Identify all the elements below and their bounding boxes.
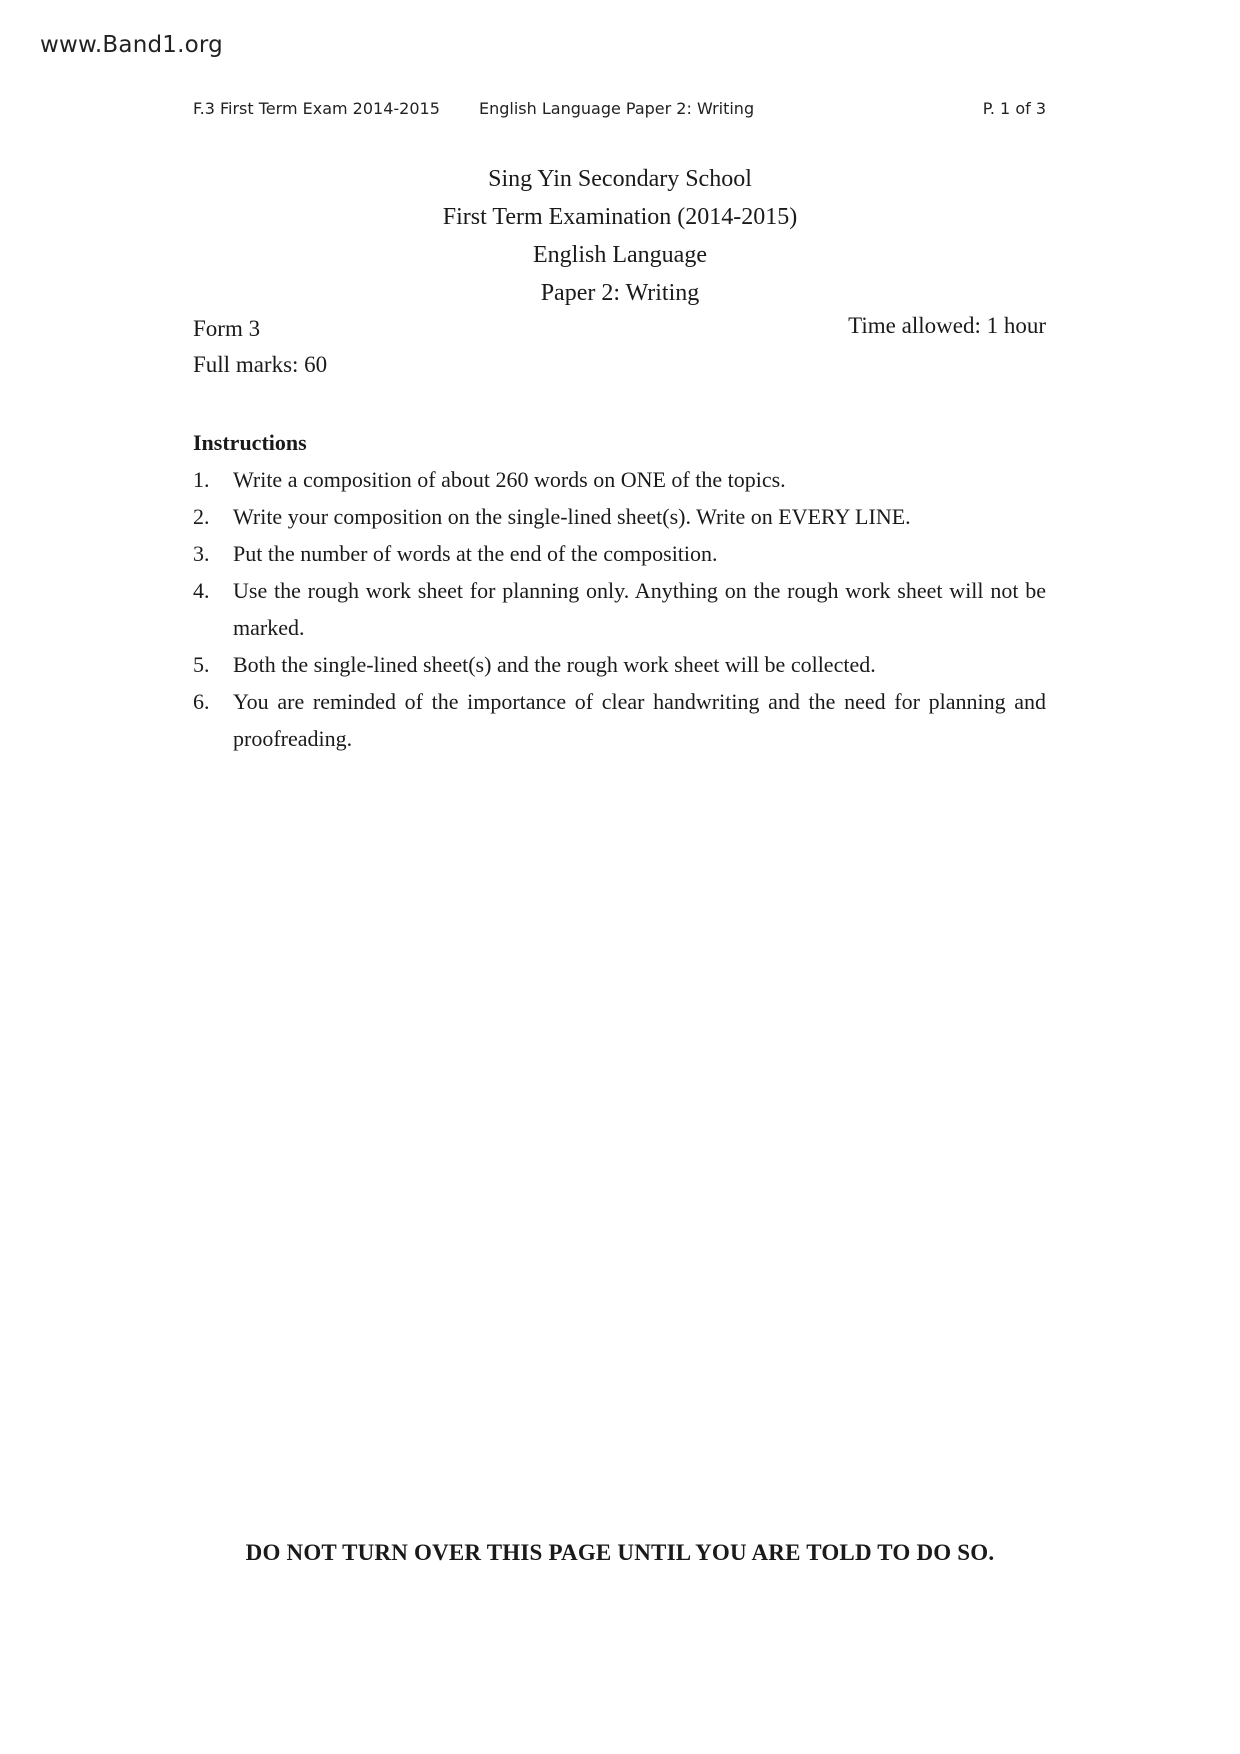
school-name: Sing Yin Secondary School [488,166,752,192]
instruction-number: 5. [193,652,210,677]
paper-name: Paper 2: Writing [540,280,700,306]
exam-name: First Term Examination (2014-2015) [442,204,798,230]
website-watermark: www.Band1.org [40,32,223,58]
time-allowed: Time allowed: 1 hour [848,313,1046,338]
instruction-text: Use the rough work sheet for planning only. Anything on the rough work sheet will not be marked. [233,578,1046,640]
instruction-item [193,535,1046,572]
form-level: Form 3 [193,316,261,341]
instruction-item [193,646,1046,683]
instruction-number: 6. [193,689,210,714]
instruction-item [193,498,1046,535]
instruction-text: Put the number of words at the end of the composition. [233,541,718,566]
subject-name: English Language [533,242,707,268]
header-exam-label: F.3 First Term Exam 2014-2015 [193,99,440,118]
instructions-list [193,461,1046,757]
instruction-item [193,572,1046,646]
page-header [193,99,1046,123]
instruction-number: 4. [193,578,210,603]
instructions-heading: Instructions [193,430,307,455]
instruction-text: Both the single-lined sheet(s) and the rough work sheet will be collected. [233,652,876,677]
instruction-number: 2. [193,504,210,529]
full-marks: Full marks: 60 [193,352,328,377]
instruction-text: You are reminded of the importance of clear handwriting and the need for planning and proofreading. [233,689,1046,751]
exam-title-block [0,160,1240,312]
instruction-text: Write your composition on the single-lined sheet(s). Write on EVERY LINE. [233,504,911,529]
instructions-section [193,424,1046,757]
do-not-turn-warning: DO NOT TURN OVER THIS PAGE UNTIL YOU ARE TOLD TO DO SO. [245,1540,995,1565]
instruction-item [193,461,1046,498]
instruction-number: 1. [193,467,210,492]
header-paper-label: English Language Paper 2: Writing [479,99,755,118]
header-page-number: P. 1 of 3 [982,99,1046,118]
instruction-item [193,683,1046,757]
instruction-text: Write a composition of about 260 words on ONE of the topics. [233,467,786,492]
instruction-number: 3. [193,541,210,566]
